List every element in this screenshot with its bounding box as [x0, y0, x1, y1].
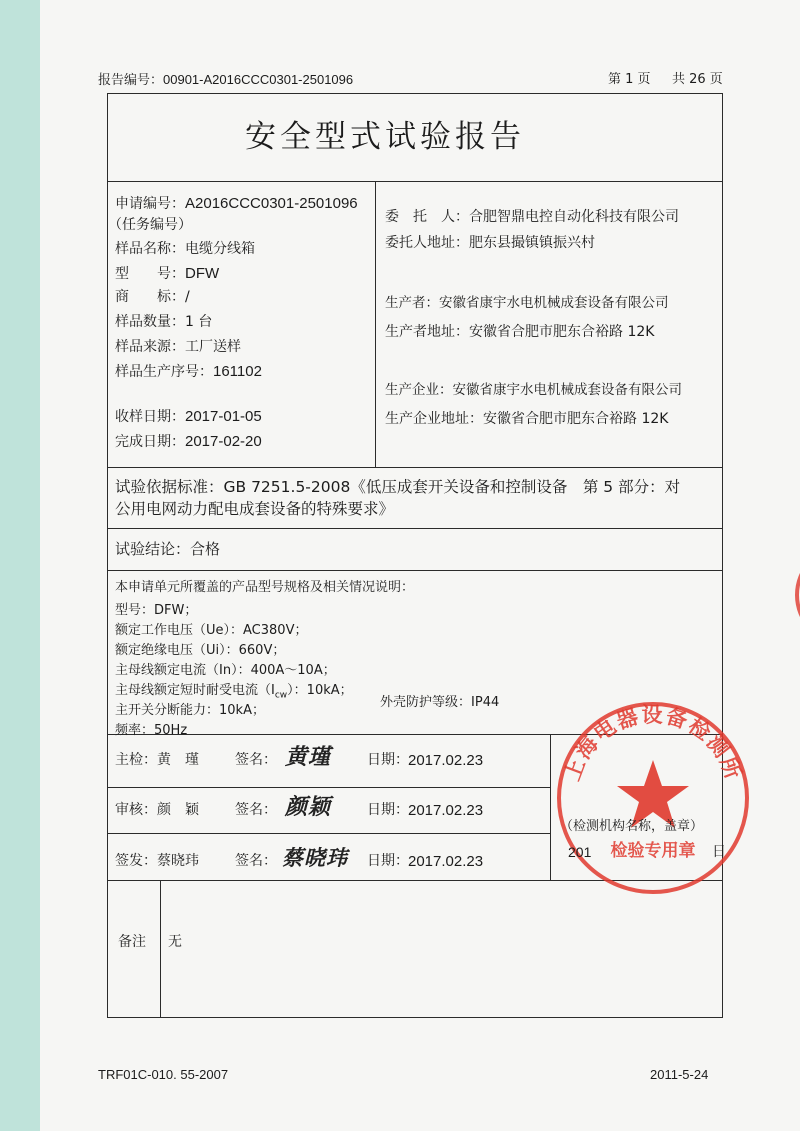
spec-breaking: 主开关分断能力：10kA； — [115, 703, 265, 718]
test-standard-line2: 公用电网动力配电成套设备的特殊要求》 — [115, 500, 395, 518]
report-page — [40, 0, 800, 1131]
binder-strip — [0, 0, 40, 1131]
received-date: 收样日期：2017-01-05 — [115, 408, 262, 425]
seal-label: 检验专用章 — [610, 841, 696, 861]
divider — [375, 181, 376, 467]
reviewer: 审核：颜 颖 — [115, 802, 199, 818]
spec-icw: 主母线额定短时耐受电流$(I_{cw})$：10kA； — [115, 683, 353, 701]
issuer: 签发：蔡晓玮 — [115, 853, 199, 869]
inspector: 主检：黄 瑾 — [115, 752, 199, 768]
sign-label: 签名： — [235, 802, 277, 818]
client-address: 委托人地址：肥东县撮镇镇振兴村 — [385, 235, 595, 251]
sample-name: 样品名称：电缆分线箱 — [115, 241, 255, 257]
star-icon — [617, 760, 689, 828]
application-no: 申请编号：A2016CCC0301-2501096 — [115, 195, 358, 212]
client: 委 托 人：合肥智鼎电控自动化科技有限公司 — [385, 209, 679, 225]
sign-label: 签名： — [235, 853, 277, 869]
divider — [107, 467, 723, 468]
stamp-note: （检测机构名称，盖章） — [560, 819, 704, 834]
remarks-label: 备注 — [118, 934, 146, 950]
sign-label: 签名： — [235, 752, 277, 768]
reviewer-signature: 颜颖 — [285, 794, 332, 820]
spec-ue: 额定工作电压（Ue）：AC380V； — [115, 623, 308, 638]
spec-frequency: 频率：50Hz — [115, 723, 188, 738]
divider — [107, 787, 550, 788]
date-label: 日期： — [367, 853, 409, 869]
model: 型 号：DFW — [115, 265, 220, 282]
page-total: 共 26 页 — [672, 72, 723, 87]
producer-address: 生产者地址：安徽省合肥市肥东合裕路 12K — [385, 324, 655, 340]
official-seal — [555, 700, 751, 896]
report-title: 安全型式试验报告 — [245, 119, 525, 155]
stamp-year: 201 — [568, 844, 592, 860]
spec-model: 型号：DFW； — [115, 603, 198, 618]
trademark: 商 标：/ — [115, 289, 190, 305]
sample-source: 样品来源：工厂送样 — [115, 339, 241, 355]
divider — [107, 570, 723, 571]
date-label: 日期： — [367, 752, 409, 768]
factory: 生产企业：安徽省康宇水电机械成套设备有限公司 — [385, 382, 682, 398]
partial-seal — [792, 540, 800, 650]
divider — [107, 528, 723, 529]
divider — [107, 181, 723, 182]
stamp-day: 日 — [712, 844, 726, 860]
version-date: 2011-5-24 — [650, 1067, 709, 1082]
seal-org-name: 上海电器设备检测所 — [559, 703, 747, 784]
completed-date: 完成日期：2017-02-20 — [115, 433, 262, 450]
test-standard-line1: 试验依据标准：GB 7251.5-2008《低压成套开关设备和控制设备 第 5 部分：对 — [115, 478, 681, 496]
form-number: TRF01C-010. 55-2007 — [98, 1067, 229, 1082]
factory-address: 生产企业地址：安徽省合肥市肥东合裕路 12K — [385, 411, 669, 427]
report-number: 报告编号：00901-A2016CCC0301-2501096 — [98, 72, 354, 88]
divider — [550, 734, 551, 880]
issuer-signature: 蔡晓玮 — [282, 845, 348, 870]
spec-intro: 本申请单元所覆盖的产品型号规格及相关情况说明： — [115, 580, 415, 595]
test-conclusion: 试验结论：合格 — [115, 540, 221, 558]
page-number: 第 1 页 — [608, 72, 651, 87]
spec-in: 主母线额定电流（In）：400A～10A； — [115, 663, 336, 678]
inspector-date: 2017.02.23 — [408, 752, 484, 769]
date-label: 日期： — [367, 802, 409, 818]
spec-ip: 外壳防护等级：IP44 — [380, 695, 500, 710]
remarks-value: 无 — [168, 934, 182, 950]
issuer-date: 2017.02.23 — [408, 853, 484, 870]
quantity: 样品数量：1 台 — [115, 314, 213, 330]
reviewer-date: 2017.02.23 — [408, 802, 484, 819]
divider — [107, 833, 550, 834]
sample-serial: 样品生产序号：161102 — [115, 363, 262, 380]
producer: 生产者：安徽省康宇水电机械成套设备有限公司 — [385, 295, 669, 311]
divider — [160, 880, 161, 1018]
inspector-signature: 黄瑾 — [285, 744, 332, 770]
spec-ui: 额定绝缘电压（Ui）：660V； — [115, 643, 286, 658]
task-no-label: （任务编号） — [108, 217, 192, 233]
